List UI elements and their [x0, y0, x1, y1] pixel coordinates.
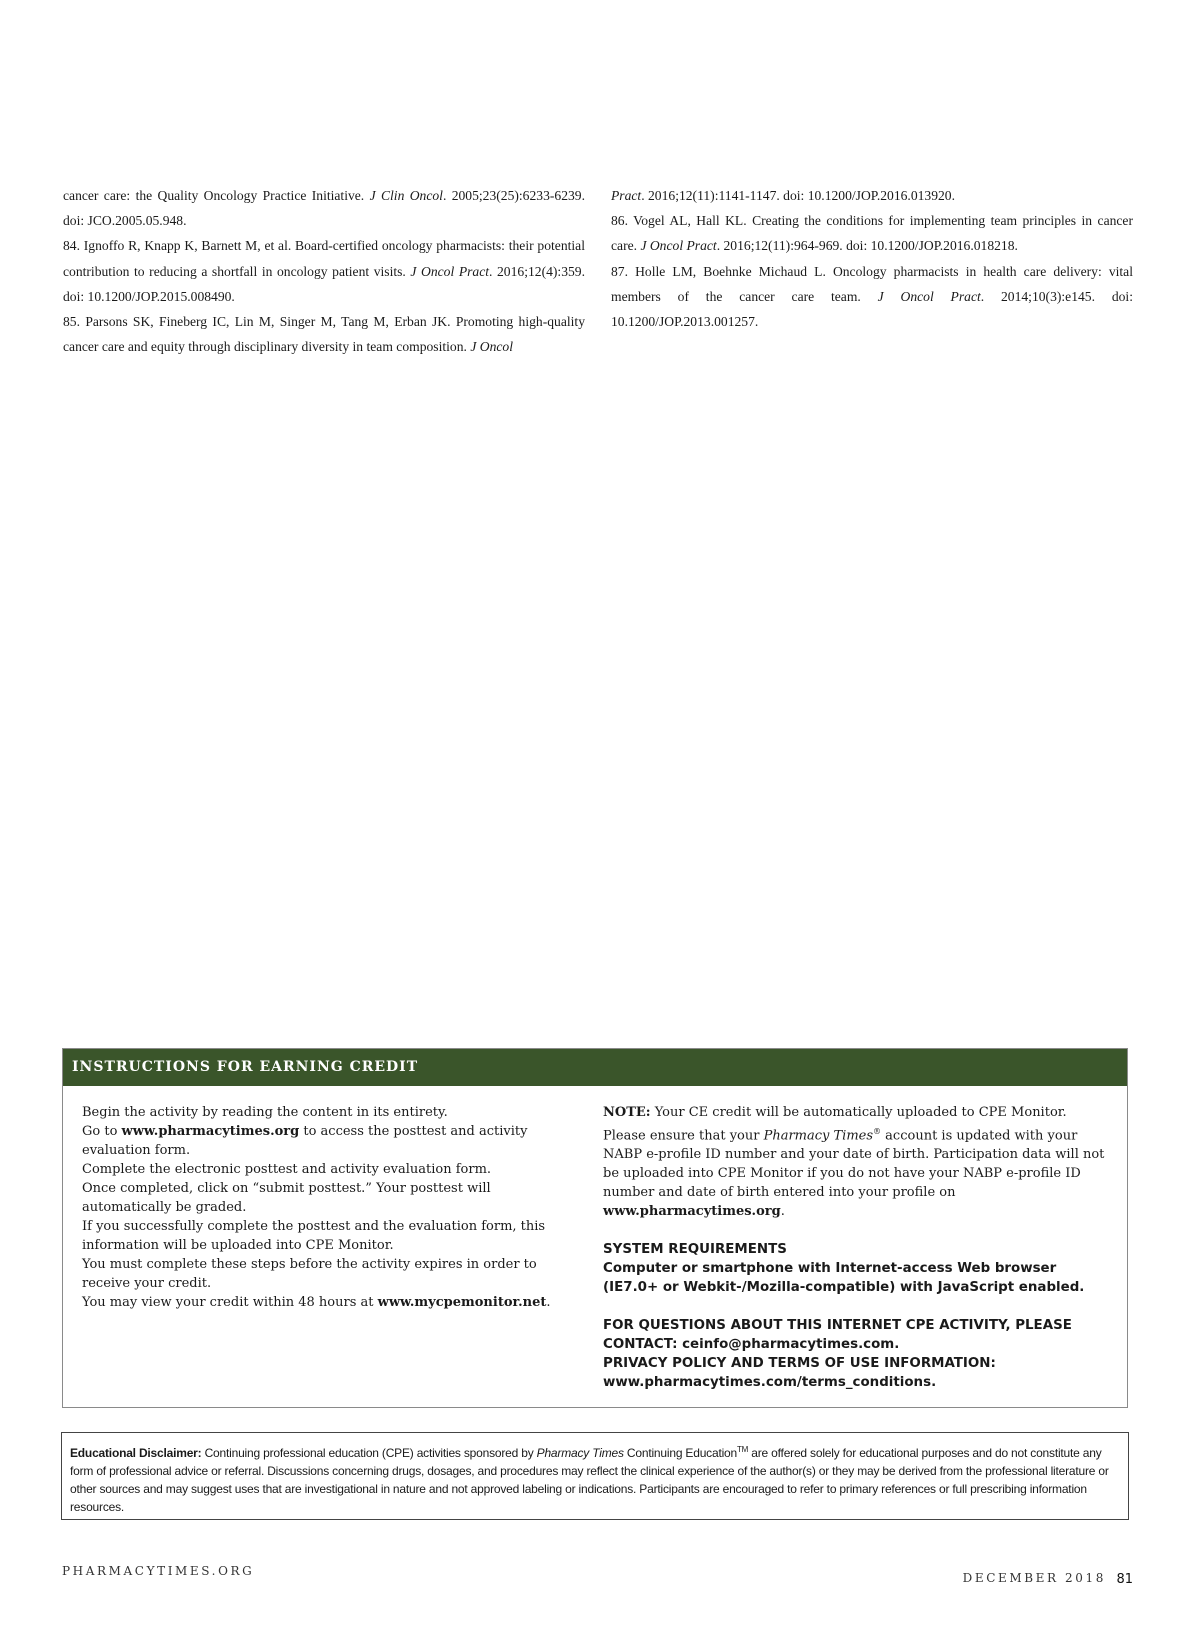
- step-3: Complete the electronic posttest and activity evaluation form.: [82, 1162, 492, 1177]
- references-left-column: [63, 183, 585, 359]
- reference-86: 86. Vogel AL, Hall KL. Creating the conditions for implementing team principles in cancer care. J Oncol Pract. 2016;12(11):964-969. doi: 10.1200/JOP.2016.018218.: [611, 213, 1133, 254]
- reference-84: 84. Ignoffo R, Knapp K, Barnett M, et al. Board-certified oncology pharmacists: their potential contribution to reducing a shortfall in oncology patient visits. J Oncol Pract. 2016;12(4):359. doi: 10.1200/JOP.2015.008490.: [63, 238, 585, 304]
- step-2: Go to www.pharmacytimes.org to access the posttest and activity evaluation form.: [82, 1124, 528, 1158]
- educational-disclaimer: Educational Disclaimer: Continuing professional education (CPE) activities sponsored by Pharmacy Times Continuing Education™ are offered solely for educational purposes and do not constitute any form of professional advice or referral. Discussions concerning drugs, dosages, and procedures may reflect the clinical experience of the author(s) or they may be derived from the professional literature or other sources and may suggest uses that are investigational in nature and not approved labeling or indications. Participants are encouraged to refer to primary references or full prescribing information resources.: [61, 1432, 1129, 1520]
- step-6: You must complete these steps before the activity expires in order to receive your credit.: [82, 1257, 537, 1291]
- instructions-box: [62, 1048, 1128, 1408]
- questions-contact: FOR QUESTIONS ABOUT THIS INTERNET CPE ACTIVITY, PLEASE CONTACT: ceinfo@pharmacytimes.com.: [603, 1318, 1072, 1353]
- note-pharmacytimes-link[interactable]: www.pharmacytimes.org: [603, 1204, 781, 1220]
- reference-87: 87. Holle LM, Boehnke Michaud L. Oncology pharmacists in health care delivery: vital members of the cancer care team. J Oncol Pract. 2014;10(3):e145. doi: 10.1200/JOP.2013.001257.: [611, 263, 1133, 330]
- references-section: [63, 183, 1133, 359]
- references-right-column: [611, 183, 1133, 359]
- step-5: If you successfully complete the posttest and the evaluation form, this information will be uploaded into CPE Monitor.: [82, 1219, 546, 1253]
- page-number: 81: [1116, 1572, 1133, 1587]
- system-requirements-text: Computer or smartphone with Internet-access Web browser (IE7.0+ or Webkit-/Mozilla-compatible) with JavaScript enabled.: [603, 1261, 1085, 1296]
- contact-info: [603, 1316, 1108, 1392]
- pharmacytimes-link[interactable]: www.pharmacytimes.org: [121, 1124, 300, 1139]
- system-requirements: [603, 1240, 1108, 1297]
- instructions-title: INSTRUCTIONS FOR EARNING CREDIT: [63, 1049, 1127, 1086]
- reference-83-continued: cancer care: the Quality Oncology Practice Initiative. J Clin Oncol. 2005;23(25):6233-6239. doi: JCO.2005.05.948.: [63, 188, 585, 229]
- note-paragraph: NOTE: Your CE credit will be automatically uploaded to CPE Monitor. Please ensure that your Pharmacy Times® account is updated with your NABP e-profile ID number and your date of birth. Participation data will not be uploaded into CPE Monitor if you do not have your NABP e-profile ID number and date of birth entered into your profile on www.pharmacytimes.org.: [603, 1105, 1105, 1220]
- instructions-notes: [603, 1086, 1108, 1392]
- mycpemonitor-link[interactable]: www.mycpemonitor.net: [377, 1295, 547, 1310]
- footer-issue: DECEMBER 2018: [962, 1571, 1106, 1585]
- step-1: Begin the activity by reading the content in its entirety.: [82, 1105, 448, 1120]
- privacy-policy: PRIVACY POLICY AND TERMS OF USE INFORMATION: www.pharmacytimes.com/terms_conditions.: [603, 1356, 996, 1391]
- reference-85-continued: Pract. 2016;12(11):1141-1147. doi: 10.1200/JOP.2016.013920.: [611, 188, 955, 203]
- step-4: Once completed, click on “submit posttest.” Your posttest will automatically be graded.: [82, 1181, 491, 1215]
- step-7: You may view your credit within 48 hours at www.mycpemonitor.net.: [82, 1295, 551, 1310]
- reference-85: 85. Parsons SK, Fineberg IC, Lin M, Singer M, Tang M, Erban JK. Promoting high-quality cancer care and equity through disciplinary diversity in team composition. J Oncol: [63, 314, 585, 355]
- system-requirements-title: SYSTEM REQUIREMENTS: [603, 1242, 787, 1258]
- instructions-steps: [82, 1086, 572, 1392]
- footer-site: PHARMACYTIMES.ORG: [62, 1564, 255, 1578]
